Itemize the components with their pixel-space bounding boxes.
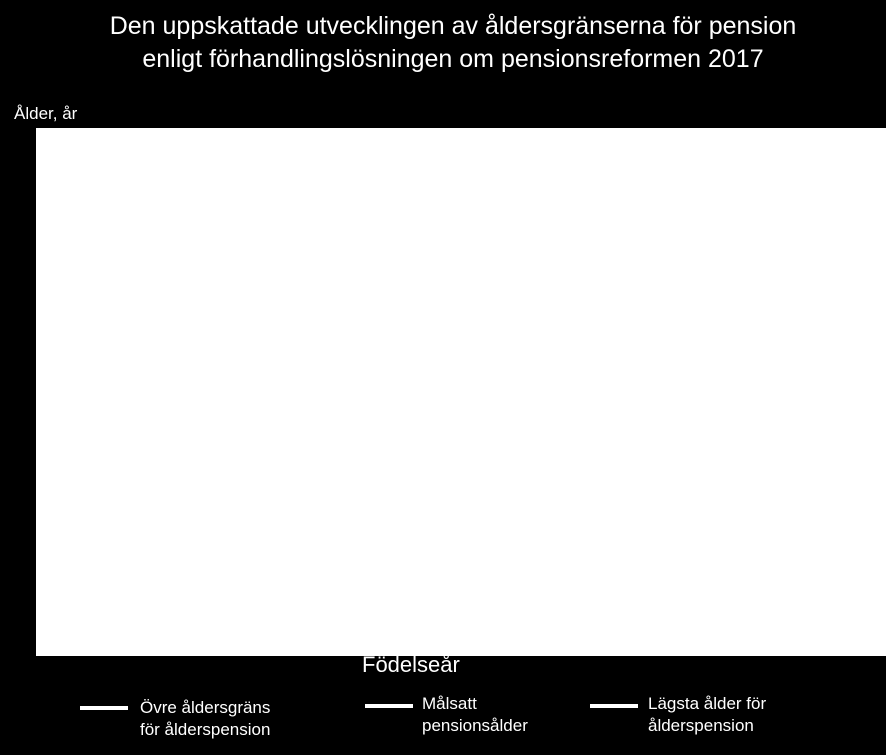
- legend-label-ovre: [140, 697, 270, 741]
- chart-title: [0, 10, 886, 76]
- legend-swatch-lagsta: [590, 704, 638, 708]
- legend-label-ovre-line-2: för ålderspension: [140, 720, 271, 739]
- legend-swatch-malsatt: [365, 704, 413, 708]
- legend-label-malsatt-line-1: Målsatt: [422, 694, 477, 713]
- plot-svg: [36, 128, 886, 656]
- chart-title-line-2: enligt förhandlingslösningen om pensionsreformen 2017: [142, 45, 764, 73]
- legend-label-lagsta-line-2: ålderspension: [648, 716, 754, 735]
- legend-label-lagsta: [648, 693, 766, 737]
- legend-label-malsatt: [422, 693, 528, 737]
- legend-swatch-ovre: [80, 706, 128, 710]
- chart-title-line-1: Den uppskattade utvecklingen av åldersgränserna för pension: [109, 12, 797, 40]
- legend-label-ovre-line-1: Övre åldersgräns: [140, 698, 271, 717]
- x-axis-label: Födelseår: [362, 652, 460, 677]
- y-axis-label: Ålder, år: [14, 104, 78, 123]
- plot-area: [36, 128, 886, 656]
- legend-label-malsatt-line-2: pensionsålder: [422, 716, 528, 735]
- legend-label-lagsta-line-1: Lägsta ålder för: [648, 694, 767, 713]
